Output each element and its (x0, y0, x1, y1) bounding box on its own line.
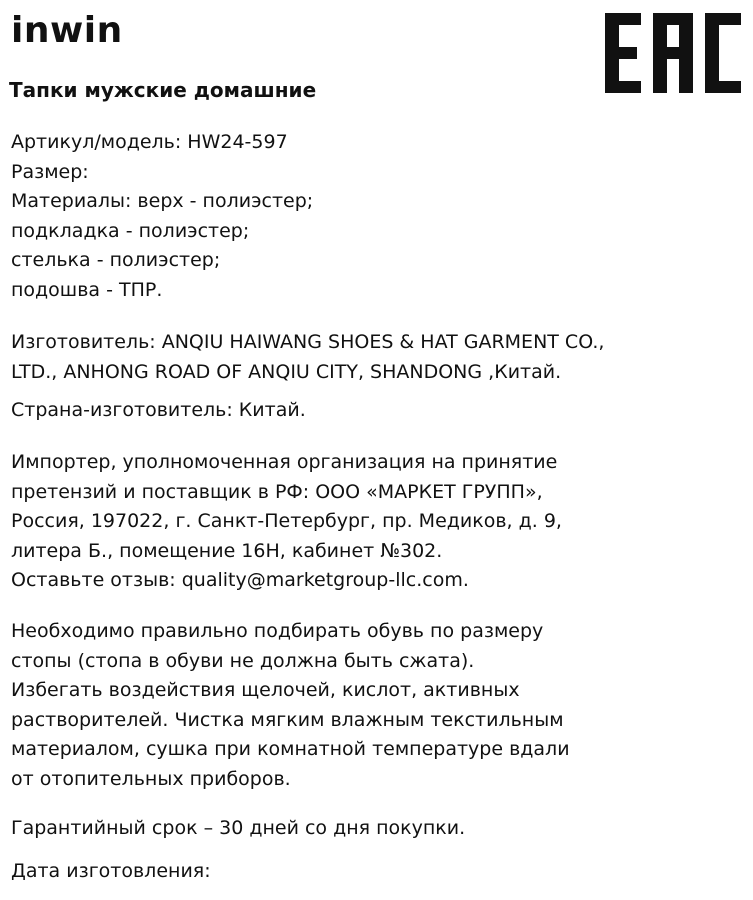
importer-line: литера Б., помещение 16Н, кабинет №302. (11, 539, 443, 562)
brand-name: inwin (11, 10, 123, 51)
care-line: Необходимо правильно подбирать обувь по размеру (11, 620, 544, 642)
specs-block (11, 128, 313, 305)
eac-certification-logo (605, 13, 741, 93)
product-title: Тапки мужские домашние (9, 78, 317, 102)
care-line: стопы (стопа в обуви не должна быть сжата). (11, 649, 475, 672)
manufacture-date-label: Дата изготовления: (11, 860, 211, 882)
importer-line: претензий и поставщик в РФ: ООО «МАРКЕТ ГРУПП», (11, 480, 543, 503)
importer-line: Россия, 197022, г. Санкт-Петербург, пр. Медиков, д. 9, (11, 510, 562, 532)
importer-line: Импортер, уполномоченная организация на принятие (11, 451, 558, 473)
care-instructions-block (11, 617, 570, 794)
manufacturer-line: LTD., ANHONG ROAD OF ANQIU CITY, SHANDONG ,Китай. (11, 360, 562, 383)
spec-line-materials-upper: Материалы: верх - полиэстер; (11, 190, 314, 212)
spec-line-lining: подкладка - полиэстер; (11, 219, 250, 242)
care-line: растворителей. Чистка мягким влажным текстильным (11, 708, 564, 731)
manufacturer-block (11, 328, 604, 387)
importer-block (11, 448, 562, 596)
spec-line-insole: стелька - полиэстер; (11, 249, 221, 271)
manufacturer-line: Изготовитель: ANQIU HAIWANG SHOES & HAT GARMENT CO., (11, 331, 605, 353)
care-line: от отопительных приборов. (11, 767, 291, 790)
feedback-email-line: Оставьте отзыв: quality@marketgroup-llc.com. (11, 569, 469, 591)
warranty-text: Гарантийный срок – 30 дней со дня покупки. (11, 817, 466, 839)
care-line: Избегать воздействия щелочей, кислот, активных (11, 679, 520, 701)
care-line: материалом, сушка при комнатной температуре вдали (11, 738, 570, 760)
spec-line-article: Артикул/модель: HW24-597 (11, 131, 288, 153)
spec-line-sole: подошва - ТПР. (11, 278, 163, 301)
spec-line-size: Размер: (11, 160, 89, 183)
country-of-origin: Страна-изготовитель: Китай. (11, 399, 306, 421)
